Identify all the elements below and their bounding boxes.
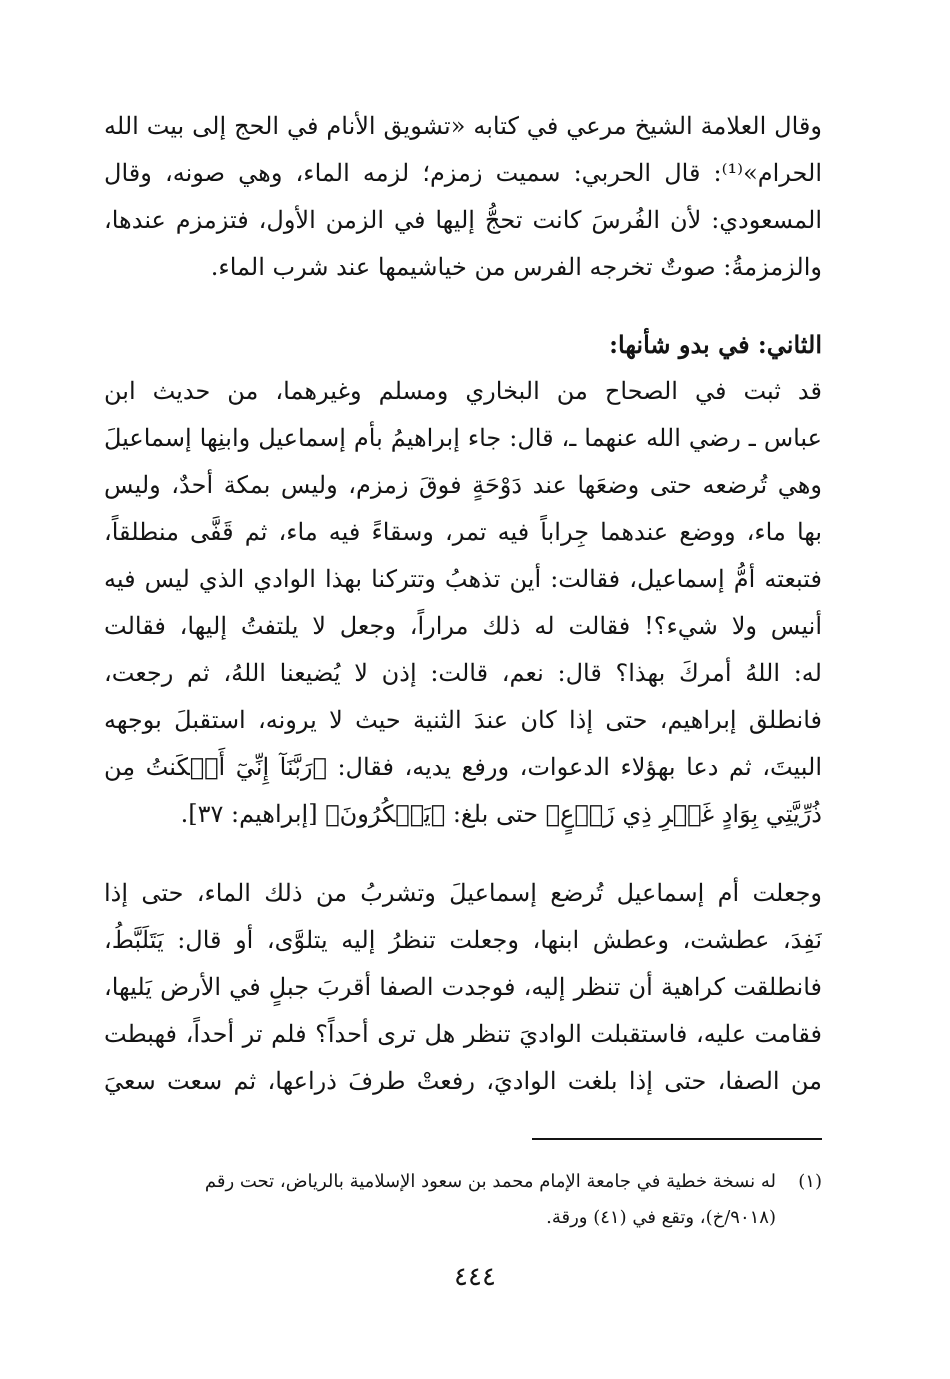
- text-line: الحرام»⁽¹⁾: قال الحربي: سميت زمزم؛ لزمه الماء، وهي صونه، وقال: [104, 159, 822, 187]
- text-line: أنيس ولا شيء؟! فقالت له ذلك مراراً، وجعل لا يلتفتُ إليها، فقالت: [104, 612, 822, 640]
- footnote: [104, 1164, 822, 1236]
- page-number: ٤٤٤: [454, 1262, 496, 1292]
- text-line: عباس ـ رضي الله عنهما ـ، قال: جاء إبراهيمُ بأم إسماعيل وابنِها إسماعيلَ: [104, 424, 822, 452]
- footnote-line: [104, 1164, 822, 1200]
- text-line: وهي تُرضعه حتى وضعَها عند دَوْحَةٍ فوقَ زمزم، وليس بمكة أحدٌ، وليس: [104, 471, 822, 499]
- text-line: ذُرِّيَّتِي بِوَادٍ غَيۡرِ ذِي زَرۡعٍ﴾ حتى بلغ: ﴿يَشۡكُرُونَ﴾ [إبراهيم: ٣٧].: [180, 800, 822, 828]
- section-2: [104, 321, 822, 838]
- text-line: بها ماء، ووضع عندهما جِراباً فيه تمر، وسقاءً فيه ماء، ثم قَفَّى منطلقاً،: [104, 518, 822, 546]
- text-line: فتبعته أمُّ إسماعيل، فقالت: أين تذهبُ وتتركنا بهذا الوادي الذي ليس فيه: [104, 565, 822, 593]
- text-line: البيتَ، ثم دعا بهؤلاء الدعوات، ورفع يديه، فقال: ﴿رَبَّنَآ إِنِّيٓ أَسۡكَنتُ مِن: [104, 753, 822, 781]
- text-line: المسعودي: لأن الفُرسَ كانت تحجُّ إليها في الزمن الأول، فتزمزم عندها،: [104, 206, 822, 234]
- text-line: وقال العلامة الشيخ مرعي في كتابه «تشويق الأنام في الحج إلى بيت الله: [104, 112, 822, 140]
- text-line: وجعلت أم إسماعيل تُرضع إسماعيلَ وتشربُ من ذلك الماء، حتى إذا: [104, 879, 822, 907]
- text-line: من الصفا، حتى إذا بلغت الواديَ، رفعتْ طرفَ ذراعها، ثم سعت سعيَ: [104, 1067, 822, 1095]
- text-line: له: اللهُ أمركَ بهذا؟ قال: نعم، قالت: إذن لا يُضيعنا اللهُ، ثم رجعت،: [104, 659, 822, 687]
- text-line: فانطلقت كراهية أن تنظر إليه، فوجدت الصفا أقربَ جبلٍ في الأرض يَليها،: [104, 973, 822, 1001]
- paragraph-1: [104, 103, 822, 291]
- footnote-number: (١): [798, 1171, 822, 1192]
- footnote-line: [104, 1200, 822, 1236]
- text-line: نَفِدَ، عطشت، وعطش ابنها، وجعلت تنظرُ إليه يتلوَّى، أو قال: يَتَلَبَّطُ،: [104, 926, 822, 954]
- text-line: والزمزمةُ: صوتٌ تخرجه الفرس من خياشيمها عند شرب الماء.: [210, 253, 822, 281]
- footnote-text: له نسخة خطية في جامعة الإمام محمد بن سعود الإسلامية بالرياض، تحت رقم: [204, 1171, 776, 1192]
- footnote-text: (٩٠١٨/خ)، وتقع في (٤١) ورقة.: [546, 1207, 776, 1228]
- text-line: قد ثبت في الصحاح من البخاري ومسلم وغيرهما، من حديث ابن: [104, 377, 822, 405]
- footnote-divider: [532, 1138, 822, 1140]
- paragraph-3: [104, 870, 822, 1105]
- section-heading: الثاني: في بدو شأنها:: [609, 330, 822, 359]
- text-line: فانطلق إبراهيم، حتى إذا كان عندَ الثنية حيث لا يرونه، استقبلَ بوجهه: [104, 706, 822, 734]
- text-line: فقامت عليه، فاستقبلت الواديَ تنظر هل ترى أحداً؟ فلم تر أحداً، فهبطت: [104, 1020, 822, 1048]
